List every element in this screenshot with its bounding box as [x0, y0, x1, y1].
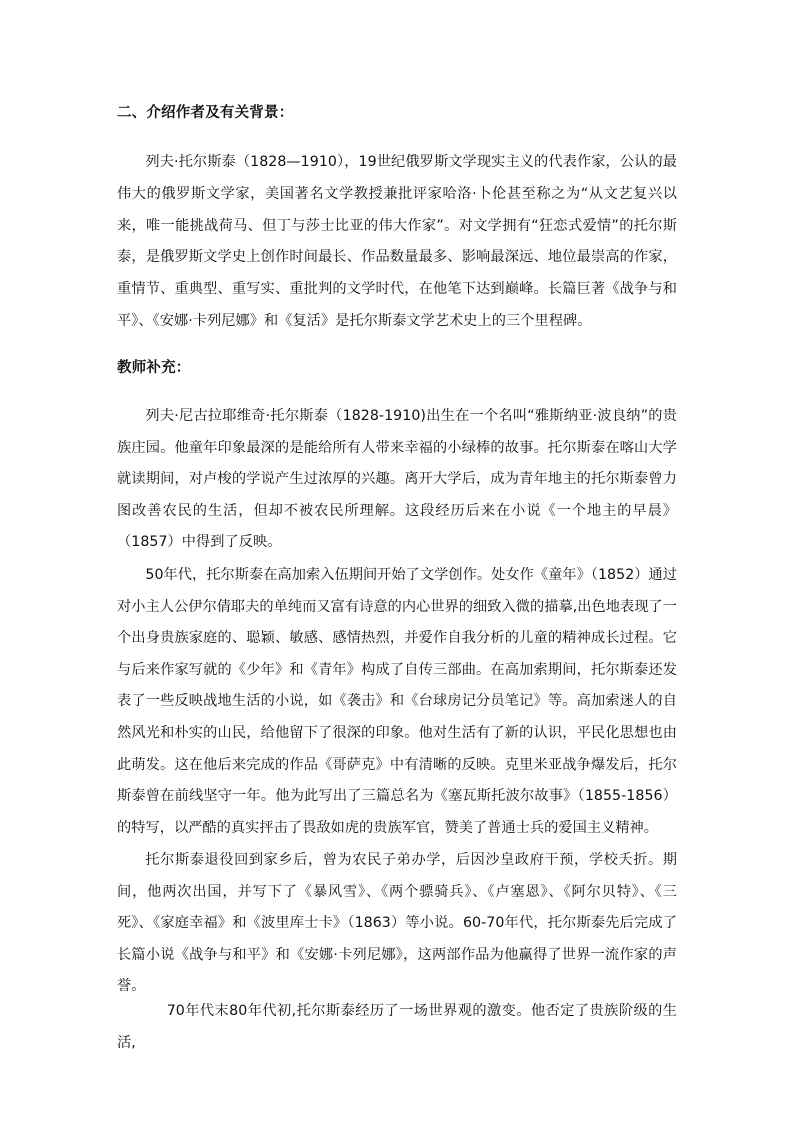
author-intro-paragraph: 列夫·托尔斯泰（1828—1910），19世纪俄罗斯文学现实主义的代表作家，公认的最伟大的俄罗斯文学家，美国著名文学教授兼批评家哈洛·卜伦甚至称之为“从文艺复兴以来，唯一能挑战荷马、但丁与莎士比亚的伟大作家”。对文学拥有“狂恋式爱情”的托尔斯泰，是俄罗斯文学史上创作时间最长、作品数量最多、影响最深远、地位最崇高的作家，重情节、重典型、重写实、重批判的文学时代，在他笔下达到巅峰。长篇巨著《战争与和平》、《安娜·卡列尼娜》和《复活》是托尔斯泰文学艺术史上的三个里程碑。	[117, 154, 677, 329]
section-heading: 二、介绍作者及有关背景：	[117, 105, 294, 121]
biography-paragraph-4: 70年代末80年代初,托尔斯泰经历了一场世界观的激变。他否定了贵族阶级的生活,	[117, 1003, 677, 1051]
teacher-supplement-heading: 教师补充：	[117, 360, 191, 376]
biography-paragraph-3: 托尔斯泰退役回到家乡后，曾为农民子弟办学，后因沙皇政府干预，学校夭折。期间，他两次出国，并写下了《暴风雪》、《两个骠骑兵》、《卢塞恩》、《阿尔贝特》、《三死》、《家庭幸福》和《波里库士卡》（1863）等小说。60-70年代，托尔斯泰先后完成了长篇小说《战争与和平》和《安娜·卡列尼娜》，这两部作品为他赢得了世界一流作家的声誉。	[117, 852, 677, 995]
biography-paragraph-2: 50年代，托尔斯泰在高加索入伍期间开始了文学创作。处女作《童年》（1852）通过对小主人公伊尔倩耶夫的单纯而又富有诗意的内心世界的细致入微的描摹,出色地表现了一个出身贵族家庭的、聪颖、敏感、感情热烈，并爱作自我分析的儿童的精神成长过程。它与后来作家写就的《少年》和《青年》构成了自传三部曲。在高加索期间，托尔斯泰还发表了一些反映战地生活的小说，如《袭击》和《台球房记分员笔记》等。高加索迷人的自然风光和朴实的山民，给他留下了很深的印象。他对生活有了新的认识，平民化思想也由此萌发。这在他后来完成的作品《哥萨克》中有清晰的反映。克里米亚战争爆发后，托尔斯泰曾在前线坚守一年。他为此写出了三篇总名为《塞瓦斯托波尔故事》（1855-1856）的特写，以严酷的真实抨击了畏敌如虎的贵族军官，赞美了普通士兵的爱国主义精神。	[117, 567, 677, 836]
biography-paragraph-1: 列夫·尼古拉耶维奇·托尔斯泰（1828-1910)出生在一个名叫“雅斯纳亚·波良纳”的贵族庄园。他童年印象最深的是能给所有人带来幸福的小绿棒的故事。托尔斯泰在喀山大学就读期间，对卢梭的学说产生过浓厚的兴趣。离开大学后，成为青年地主的托尔斯泰曾力图改善农民的生活，但却不被农民所理解。这段经历后来在小说《一个地主的早晨》（1857）中得到了反映。	[117, 408, 677, 551]
